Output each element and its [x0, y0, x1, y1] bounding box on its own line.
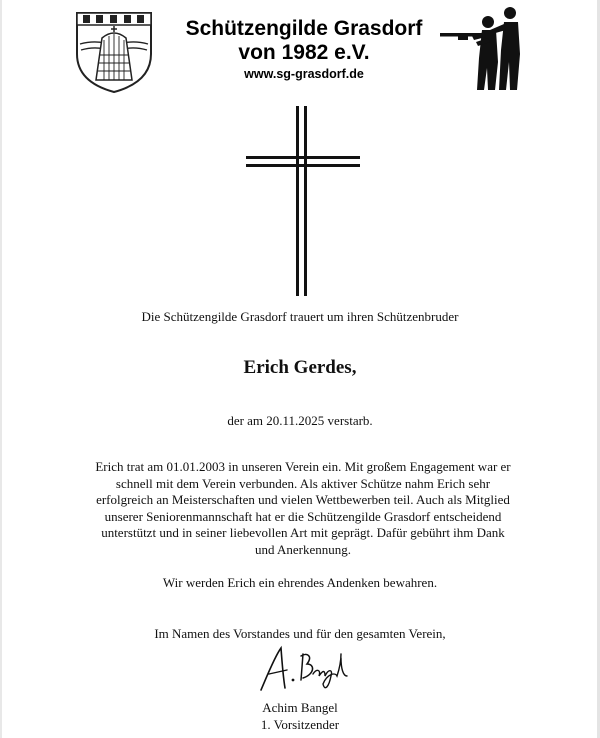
signer-block — [0, 700, 600, 733]
signer-name: Achim Bangel — [262, 700, 338, 715]
body-line: unserer Seniorenmannschaft hat er die Schützengilde Grasdorf entscheidend — [104, 508, 502, 524]
club-name-line2: von 1982 e.V. — [238, 41, 370, 64]
deceased-name: Erich Gerdes, — [243, 357, 357, 378]
notice-intro: Die Schützengilde Grasdorf trauert um ihren Schützenbruder — [141, 309, 459, 324]
club-title — [165, 17, 443, 65]
cross-icon — [246, 106, 360, 296]
club-name-line1: Schützengilde Grasdorf — [185, 17, 423, 40]
body-line: schnell mit dem Verein verbunden. Als aktiver Schütze nahm Erich sehr — [115, 475, 491, 491]
obituary-body — [64, 459, 542, 559]
closing-line: Im Namen des Vorstandes und für den gesamten Verein, — [154, 626, 446, 641]
body-line: und Anerkennung. — [254, 541, 352, 557]
signer-role: 1. Vorsitzender — [260, 716, 340, 732]
body-line: Erich trat am 01.01.2003 in unseren Verein ein. Mit großem Engagement war er — [95, 459, 511, 474]
death-date-line: der am 20.11.2025 verstarb. — [227, 413, 373, 428]
signature-icon — [255, 644, 355, 696]
club-website[interactable]: www.sg-grasdorf.de — [244, 67, 364, 81]
club-crest-icon — [74, 10, 154, 94]
body-line: unterstützt und in seiner liebevollen Art mit geprägt. Dafür gebührt ihm Dank — [101, 525, 505, 541]
memory-statement: Wir werden Erich ein ehrendes Andenken bewahren. — [162, 575, 438, 590]
body-line: erfolgreich an Meisterschaften und vielen Wettbewerben teil. Auch als Mitglied — [96, 492, 510, 508]
shooters-icon — [432, 6, 526, 92]
